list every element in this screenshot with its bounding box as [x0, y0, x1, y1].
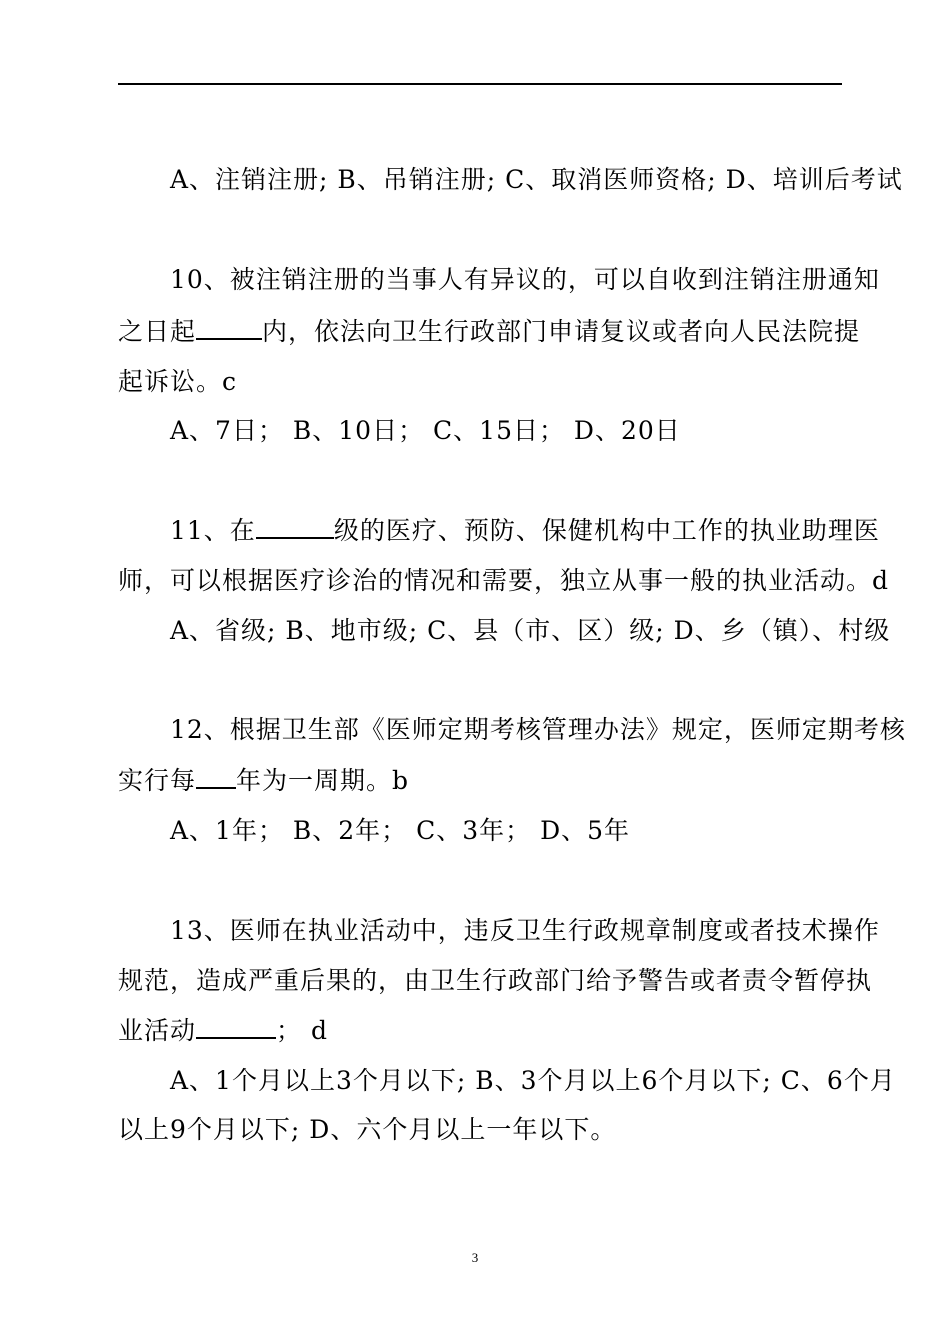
- q12-options: A、1年； B、2年； C、3年； D、5年: [170, 816, 631, 845]
- q11-answer-blank: [256, 513, 334, 539]
- q10-line-1: 10、被注销注册的当事人有异议的，可以自收到注销注册通知: [170, 265, 880, 294]
- q10-line-2-before: 之日起: [118, 317, 197, 346]
- q12-line-1: 12、根据卫生部《医师定期考核管理办法》规定，医师定期考核: [170, 715, 906, 744]
- q11-line-1: [170, 513, 880, 549]
- q10-line-2: [118, 314, 861, 350]
- q10-options: A、7日； B、10日； C、15日； D、20日: [170, 416, 681, 445]
- q12-line-2-before: 实行每: [118, 766, 197, 795]
- q11-line-1-before: 11、在: [170, 516, 256, 545]
- q11-line-2: 师，可以根据医疗诊治的情况和需要，独立从事一般的执业活动。d: [118, 566, 890, 595]
- q10-line-2-after: 内，依法向卫生行政部门申请复议或者向人民法院提: [262, 317, 861, 346]
- q13-answer-blank: [196, 1013, 276, 1039]
- q11-line-1-after: 级的医疗、预防、保健机构中工作的执业助理医: [333, 516, 880, 545]
- q12-line-2-after: 年为一周期。b: [236, 766, 410, 795]
- q10-line-3: 起诉讼。c: [118, 367, 238, 396]
- q9-options: A、注销注册; B、吊销注册; C、取消医师资格; D、培训后考试: [170, 165, 903, 194]
- q12-line-2: [118, 763, 842, 799]
- header-rule: [118, 83, 842, 85]
- q13-line-2: 规范，造成严重后果的，由卫生行政部门给予警告或者责令暂停执: [118, 966, 873, 995]
- q11-options: A、省级; B、地市级; C、县（市、区）级; D、乡（镇）、村级: [170, 616, 891, 645]
- q10-answer-blank: [196, 314, 262, 340]
- q13-line-3-before: 业活动: [118, 1016, 197, 1045]
- q13-line-3: [118, 1013, 842, 1049]
- q13-options-line-1: A、1个月以上3个月以下; B、3个月以上6个月以下; C、6个月: [170, 1066, 896, 1095]
- q12-answer-blank: [196, 763, 236, 789]
- q13-line-3-after: ； d: [276, 1016, 328, 1045]
- q13-options-line-2: 以上9个月以下; D、六个月以上一年以下。: [118, 1115, 617, 1144]
- page-number: 3: [471, 1250, 479, 1265]
- q13-line-1: 13、医师在执业活动中，违反卫生行政规章制度或者技术操作: [170, 916, 880, 945]
